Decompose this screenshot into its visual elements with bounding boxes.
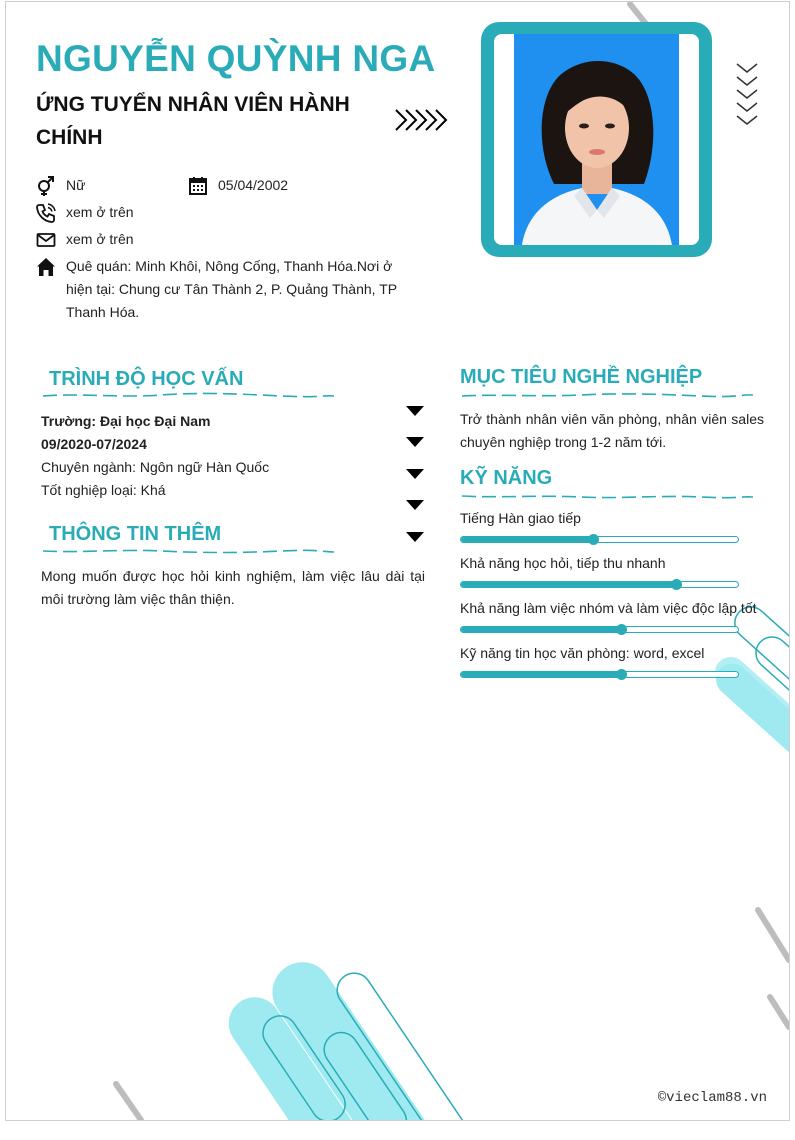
extra-info-title: THÔNG TIN THÊM (49, 523, 222, 545)
cv-page (5, 1, 790, 1121)
skill-item (460, 555, 760, 595)
email-row (36, 228, 336, 252)
triangle-down-icon (406, 469, 424, 479)
education-title: TRÌNH ĐỘ HỌC VẤN (49, 368, 244, 390)
phone-row (36, 201, 336, 225)
skill-bar (460, 536, 739, 543)
skill-label: Tiếng Hàn giao tiếp (460, 510, 581, 526)
extra-info-text: Mong muốn được học hỏi kinh nghiệm, làm việc lâu dài tại môi trường làm việc thân thiện. (41, 568, 425, 607)
email-text: xem ở trên (66, 231, 134, 247)
skill-item (460, 600, 770, 640)
candidate-name: NGUYỄN QUỲNH NGA (36, 38, 436, 79)
address-text: Quê quán: Minh Khôi, Nông Cống, Thanh Hóa.Nơi ở hiện tại: Chung cư Tân Thành 2, P. Quảng Thành, TP Thanh Hóa. (66, 258, 397, 320)
gender-text: Nữ (66, 177, 86, 193)
gender-row (36, 174, 186, 198)
skill-bar-knob (588, 534, 599, 545)
skill-bar-fill (461, 627, 622, 632)
phone-text: xem ở trên (66, 204, 134, 220)
triangle-down-icon (406, 500, 424, 510)
skill-item (460, 510, 760, 550)
home-icon (36, 257, 56, 277)
objective-title-underline (460, 391, 755, 399)
objective-title: MỤC TIÊU NGHỀ NGHIỆP (460, 366, 703, 388)
skill-bar-knob (616, 669, 627, 680)
skill-bar-fill (461, 582, 677, 587)
education-school: Trường: Đại học Đại Nam (41, 413, 211, 429)
position-title: ỨNG TUYỂN NHÂN VIÊN HÀNH CHÍNH (36, 93, 350, 149)
education-grade: Tốt nghiệp loại: Khá (41, 482, 166, 498)
skill-label: Khả năng làm việc nhóm và làm việc độc lập tốt (460, 600, 757, 616)
education-major: Chuyên ngành: Ngôn ngữ Hàn Quốc (41, 459, 270, 475)
profile-photo-frame (481, 22, 712, 257)
skill-label: Khả năng học hỏi, tiếp thu nhanh (460, 555, 666, 571)
skill-bar-knob (671, 579, 682, 590)
birthday-row (188, 174, 388, 198)
skill-bar (460, 581, 739, 588)
gender-icon (36, 176, 56, 196)
phone-icon (36, 203, 56, 223)
skill-item (460, 645, 760, 685)
education-title-underline (41, 391, 336, 399)
skill-bar-fill (461, 672, 622, 677)
profile-photo (494, 34, 699, 245)
chevrons-down-icon (735, 62, 759, 128)
skills-title-underline (460, 492, 755, 500)
skill-bar-fill (461, 537, 594, 542)
skill-bar (460, 626, 739, 633)
mail-icon (36, 230, 56, 250)
address-row (36, 255, 418, 327)
extra-info-title-underline (41, 547, 336, 555)
triangle-down-icon (406, 437, 424, 447)
skill-bar (460, 671, 739, 678)
calendar-icon (188, 176, 208, 196)
skill-bar-knob (616, 624, 627, 635)
objective-text: Trở thành nhân viên văn phòng, nhân viên sales chuyên nghiệp trong 1-2 năm tới. (460, 411, 764, 450)
chevrons-right-icon (394, 108, 448, 132)
skill-label: Kỹ năng tin học văn phòng: word, excel (460, 645, 705, 661)
education-period: 09/2020-07/2024 (41, 436, 147, 452)
triangle-down-icon (406, 406, 424, 416)
watermark-text: ©vieclam88.vn (657, 1090, 767, 1106)
skills-title: KỸ NĂNG (460, 467, 553, 489)
triangle-down-icon (406, 532, 424, 542)
birthday-text: 05/04/2002 (218, 177, 289, 193)
